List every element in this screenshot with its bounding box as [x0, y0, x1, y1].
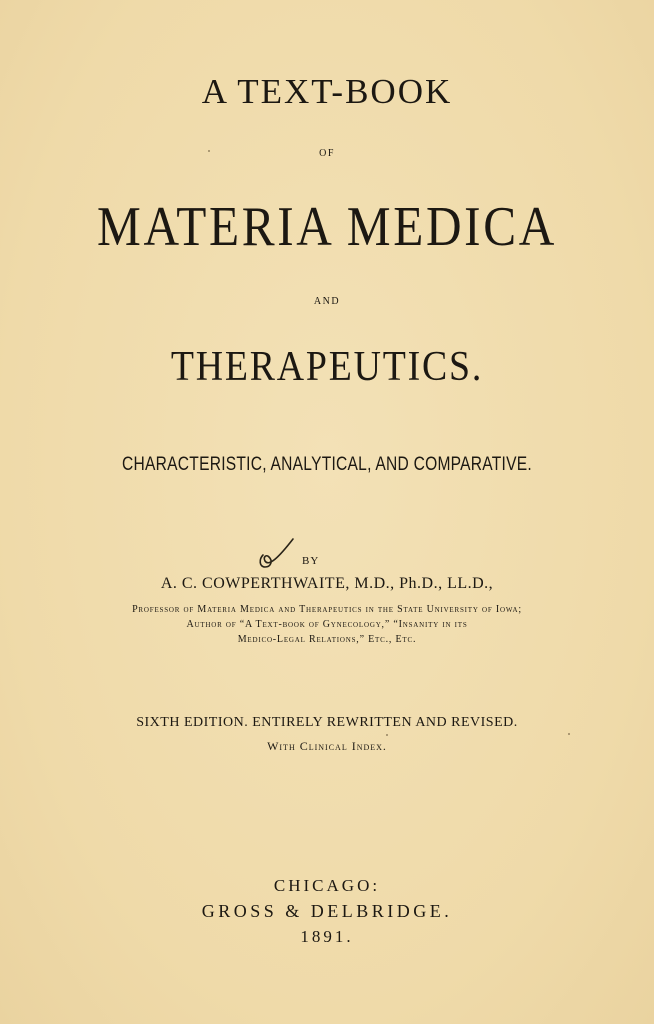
edition-note: With Clinical Index.	[267, 739, 387, 753]
paper-speck	[386, 734, 388, 736]
imprint-publisher: GROSS & DELBRIDGE.	[201, 901, 453, 921]
edition-statement: SIXTH EDITION. ENTIRELY REWRITTEN AND REVISED.	[136, 715, 518, 730]
paper-speck	[568, 733, 570, 735]
author-name: A. C. COWPERTHWAITE, M.D., Ph.D., LL.D.,	[160, 575, 494, 592]
author-credential-line: Author of “A Text-book of Gynecology,” “Insanity in its	[186, 619, 468, 630]
title-line-text-book: A TEXT-BOOK	[201, 72, 453, 111]
title-therapeutics: THERAPEUTICS.	[170, 344, 484, 390]
subtitle: CHARACTERISTIC, ANALYTICAL, AND COMPARATIVE.	[122, 454, 532, 475]
imprint-city: CHICAGO:	[273, 876, 381, 895]
author-credential-line: Professor of Materia Medica and Therapeutics in the State University of Iowa;	[132, 604, 522, 615]
title-and: AND	[313, 296, 341, 307]
paper-speck	[208, 150, 210, 152]
imprint-year: 1891.	[300, 927, 354, 946]
title-materia-medica: MATERIA MEDICA	[97, 196, 557, 258]
handwritten-mark-icon	[255, 535, 297, 571]
by-label: BY	[302, 555, 320, 567]
author-credential-line: Medico-Legal Relations,” Etc., Etc.	[237, 634, 417, 645]
title-of: OF	[319, 148, 335, 159]
